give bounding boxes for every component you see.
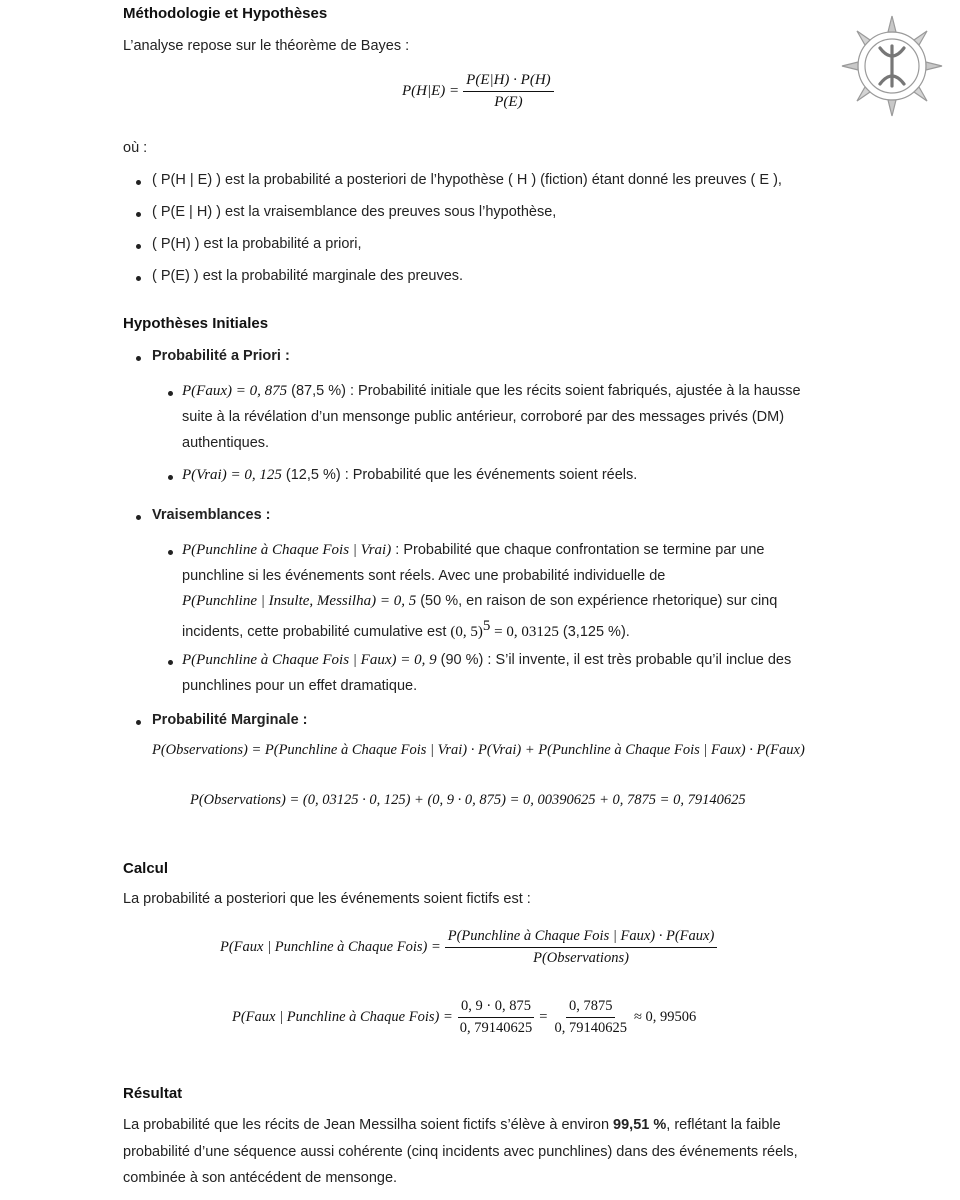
posterior-result-num2: 0, 7875 xyxy=(566,998,616,1018)
posterior-fraction xyxy=(445,928,718,967)
likelihood-a-line4 xyxy=(182,618,630,641)
result-line1 xyxy=(123,1117,781,1133)
posterior-result-lhs: P(Faux | Punchline à Chaque Fois) = xyxy=(232,1009,453,1025)
likelihood-b-math: P(Punchline à Chaque Fois | Faux) = 0, 9 xyxy=(182,652,437,668)
faux-prior-line xyxy=(182,383,801,400)
posterior-lhs: P(Faux | Punchline à Chaque Fois) = xyxy=(220,939,441,955)
list-item: ( P(E) ) est la probabilité marginale des preuves. xyxy=(152,268,464,284)
section-heading-result: Résultat xyxy=(123,1085,183,1102)
posterior-denominator: P(Observations) xyxy=(533,950,629,966)
result-line1-b: , reflétant la faible xyxy=(666,1117,781,1133)
posterior-numerator: P(Punchline à Chaque Fois | Faux) · P(Faux) xyxy=(445,928,718,948)
posterior-formula xyxy=(220,928,721,967)
likelihood-a-line4-end: (3,125 %). xyxy=(558,623,630,640)
likelihood-a-line1 xyxy=(182,542,764,559)
likelihood-a-text: : Probabilité que chaque confrontation se termine par une xyxy=(391,542,765,558)
likelihood-a-line3-math: P(Punchline | Insulte, Messilha) = 0, 5 xyxy=(182,593,417,609)
formula-fraction xyxy=(463,72,554,111)
where-label: où : xyxy=(123,140,148,156)
result-percentage: 99,51 % xyxy=(613,1117,667,1133)
bullet-dot xyxy=(136,244,141,249)
vrai-prior-line xyxy=(182,467,637,484)
bullet-dot xyxy=(136,212,141,217)
likelihood-a-line3-text: (50 %, en raison de son expérience rhetorique) sur cinq xyxy=(416,593,778,609)
posterior-result-approx: ≈ 0, 99506 xyxy=(633,1009,697,1025)
list-item: ( P(E | H) ) est la vraisemblance des preuves sous l’hypothèse, xyxy=(152,204,557,220)
posterior-result-den1: 0, 79140625 xyxy=(459,1020,533,1036)
vrai-prior-text: (12,5 %) : Probabilité que les événements soient réels. xyxy=(281,467,638,483)
posterior-result-eq: = xyxy=(539,1009,548,1025)
bullet-dot xyxy=(168,660,173,665)
formula-lhs: P(H|E) = xyxy=(402,83,460,99)
result-line3: combinée à son antécédent de mensonge. xyxy=(123,1170,398,1186)
marginal-equation-1: P(Observations) = P(Punchline à Chaque Fois | Vrai) · P(Vrai) + P(Punchline à Chaque Fois | Faux) · P(Faux) xyxy=(152,742,805,758)
result-line2: probabilité d’une séquence aussi cohérente (cinq incidents avec punchlines) dans des événements réels, xyxy=(123,1144,798,1160)
section-heading-initial: Hypothèses Initiales xyxy=(123,315,269,332)
vrai-prior-math: P(Vrai) = 0, 125 xyxy=(182,467,282,483)
bullet-dot xyxy=(168,475,173,480)
result-line1-a: La probabilité que les récits de Jean Messilha soient fictifs s’élève à environ xyxy=(123,1117,614,1133)
section-heading-calcul: Calcul xyxy=(123,860,169,877)
marginal-equation-2: P(Observations) = (0, 03125 · 0, 125) + (0, 9 · 0, 875) = 0, 00390625 + 0, 7875 = 0, 79140625 xyxy=(190,792,746,808)
faux-prior-math: P(Faux) = 0, 875 xyxy=(182,383,288,399)
formula-denominator: P(E) xyxy=(494,94,523,110)
faux-prior-text: (87,5 %) : Probabilité initiale que les récits soient fabriqués, ajustée à la hausse xyxy=(287,383,801,399)
likelihood-b-line1 xyxy=(182,652,791,669)
posterior-result-fraction-1 xyxy=(457,998,536,1037)
marginal-label: Probabilité Marginale : xyxy=(152,712,308,728)
calcul-intro: La probabilité a posteriori que les événements soient fictifs est : xyxy=(123,891,531,907)
likelihood-a-line2: punchline si les événements sont réels. Avec une probabilité individuelle de xyxy=(182,568,666,584)
likelihood-a-math: P(Punchline à Chaque Fois | Vrai) xyxy=(182,542,392,558)
likelihood-b-line2: punchlines pour un effet dramatique. xyxy=(182,678,418,694)
posterior-result-den2: 0, 79140625 xyxy=(554,1020,627,1036)
bullet-dot xyxy=(136,180,141,185)
bullet-dot xyxy=(136,515,141,520)
formula-numerator: P(E|H) · P(H) xyxy=(463,72,554,92)
likelihood-a-line3 xyxy=(182,593,777,610)
bullet-dot xyxy=(168,391,173,396)
likelihood-a-line4-text: incidents, cette probabilité cumulative est xyxy=(182,623,451,640)
posterior-result-num1: 0, 9 · 0, 875 xyxy=(458,998,534,1018)
bullet-dot xyxy=(136,276,141,281)
faux-prior-line3: authentiques. xyxy=(182,435,270,451)
posterior-result-fraction-2 xyxy=(551,998,630,1037)
bayes-formula xyxy=(402,72,558,111)
section-heading-methodology: Méthodologie et Hypothèses xyxy=(123,5,328,22)
posterior-result-formula xyxy=(232,998,696,1037)
bullet-dot xyxy=(168,550,173,555)
faux-prior-line2: suite à la révélation d’un mensonge public antérieur, corroboré par des messages privés (DM) xyxy=(182,409,785,425)
likelihood-a-line4-math2: = 0, 03125 xyxy=(490,623,559,640)
bullet-dot xyxy=(136,356,141,361)
list-item: ( P(H | E) ) est la probabilité a posteriori de l’hypothèse ( H ) (fiction) étant donné les preuves ( E ), xyxy=(152,172,782,188)
prior-label: Probabilité a Priori : xyxy=(152,348,290,364)
likelihood-label: Vraisemblances : xyxy=(152,507,271,523)
list-item: ( P(H) ) est la probabilité a priori, xyxy=(152,236,362,252)
intro-text: L’analyse repose sur le théorème de Bayes : xyxy=(123,38,410,54)
bullet-dot xyxy=(136,720,141,725)
likelihood-a-exponent: 5 xyxy=(482,618,491,634)
likelihood-b-text: (90 %) : S’il invente, il est très probable qu’il inclue des xyxy=(436,652,792,668)
amazigh-emblem-icon xyxy=(825,2,960,130)
likelihood-a-line4-math: (0, 5) xyxy=(450,623,483,640)
